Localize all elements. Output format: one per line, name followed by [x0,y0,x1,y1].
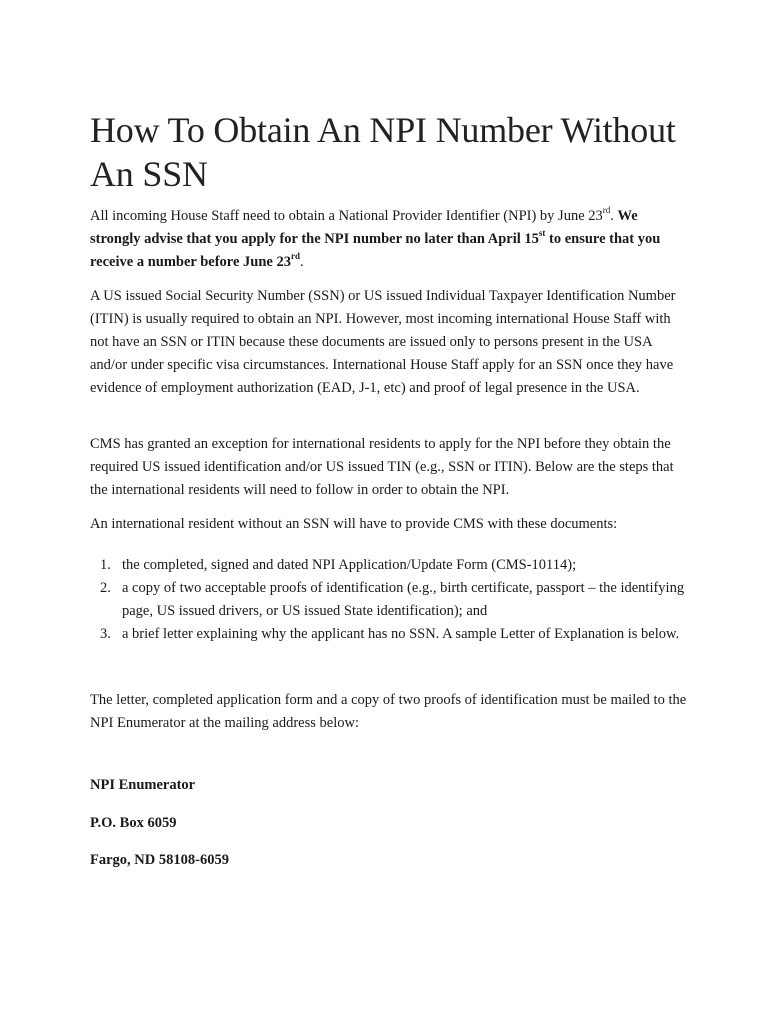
ssn-paragraph: A US issued Social Security Number (SSN) or US issued Individual Taxpayer Identification Number (ITIN) is usually required to obtain an NPI. However, most incoming international House Staff with not have an SSN or ITIN because these documents are issued only to persons present in the USA and/or under specific visa circumstances. International House Staff apply for an SSN once they have evidence of employment authorization (EAD, J-1, etc) and proof of legal presence in the USA. [90,288,676,396]
intro-bold-b: to ensure that you receive a number before June 23 [90,231,661,270]
intro-text-b: . [610,208,618,224]
intro-paragraph [90,205,690,274]
address-line-po-box: P.O. Box 6059 [90,815,177,831]
page-title: How To Obtain An NPI Number Without An SSN [90,110,676,194]
documents-intro: An international resident without an SSN will have to provide CMS with these documents: [90,516,618,532]
list-item-number: 1. [100,557,111,573]
address-line-recipient: NPI Enumerator [90,777,196,793]
required-documents-list [90,554,690,646]
intro-sup-a: rd [602,205,611,216]
list-item-text: a copy of two acceptable proofs of identification (e.g., birth certificate, passport – the identifying page, US issued drivers, or US issued State identification); and [122,580,685,619]
address-line-city: Fargo, ND 58108-6059 [90,852,229,868]
intro-bold-a: We strongly advise that you apply for the NPI number no later than April 15 [90,208,638,247]
list-item-text: the completed, signed and dated NPI Application/Update Form (CMS-10114); [122,557,577,573]
intro-text-c: . [299,254,304,270]
intro-text-a: All incoming House Staff need to obtain a National Provider Identifier (NPI) by June 23 [90,208,603,224]
list-item-text: a brief letter explaining why the applicant has no SSN. A sample Letter of Explanation is below. [122,626,680,642]
intro-sup-c: rd [290,251,300,262]
cms-paragraph: CMS has granted an exception for international residents to apply for the NPI before they obtain the required US issued identification and/or US issued TIN (e.g., SSN or ITIN). Below are the steps that the international residents will need to follow in order to obtain the NPI. [90,436,674,498]
list-item-number: 2. [100,580,111,596]
list-item [90,623,690,646]
mailing-paragraph: The letter, completed application form and a copy of two proofs of identification must be mailed to the NPI Enumerator at the mailing address below: [90,692,687,731]
intro-sup-b: st [538,228,546,239]
list-item [90,554,690,577]
list-item-number: 3. [100,626,111,642]
list-item [90,577,690,623]
